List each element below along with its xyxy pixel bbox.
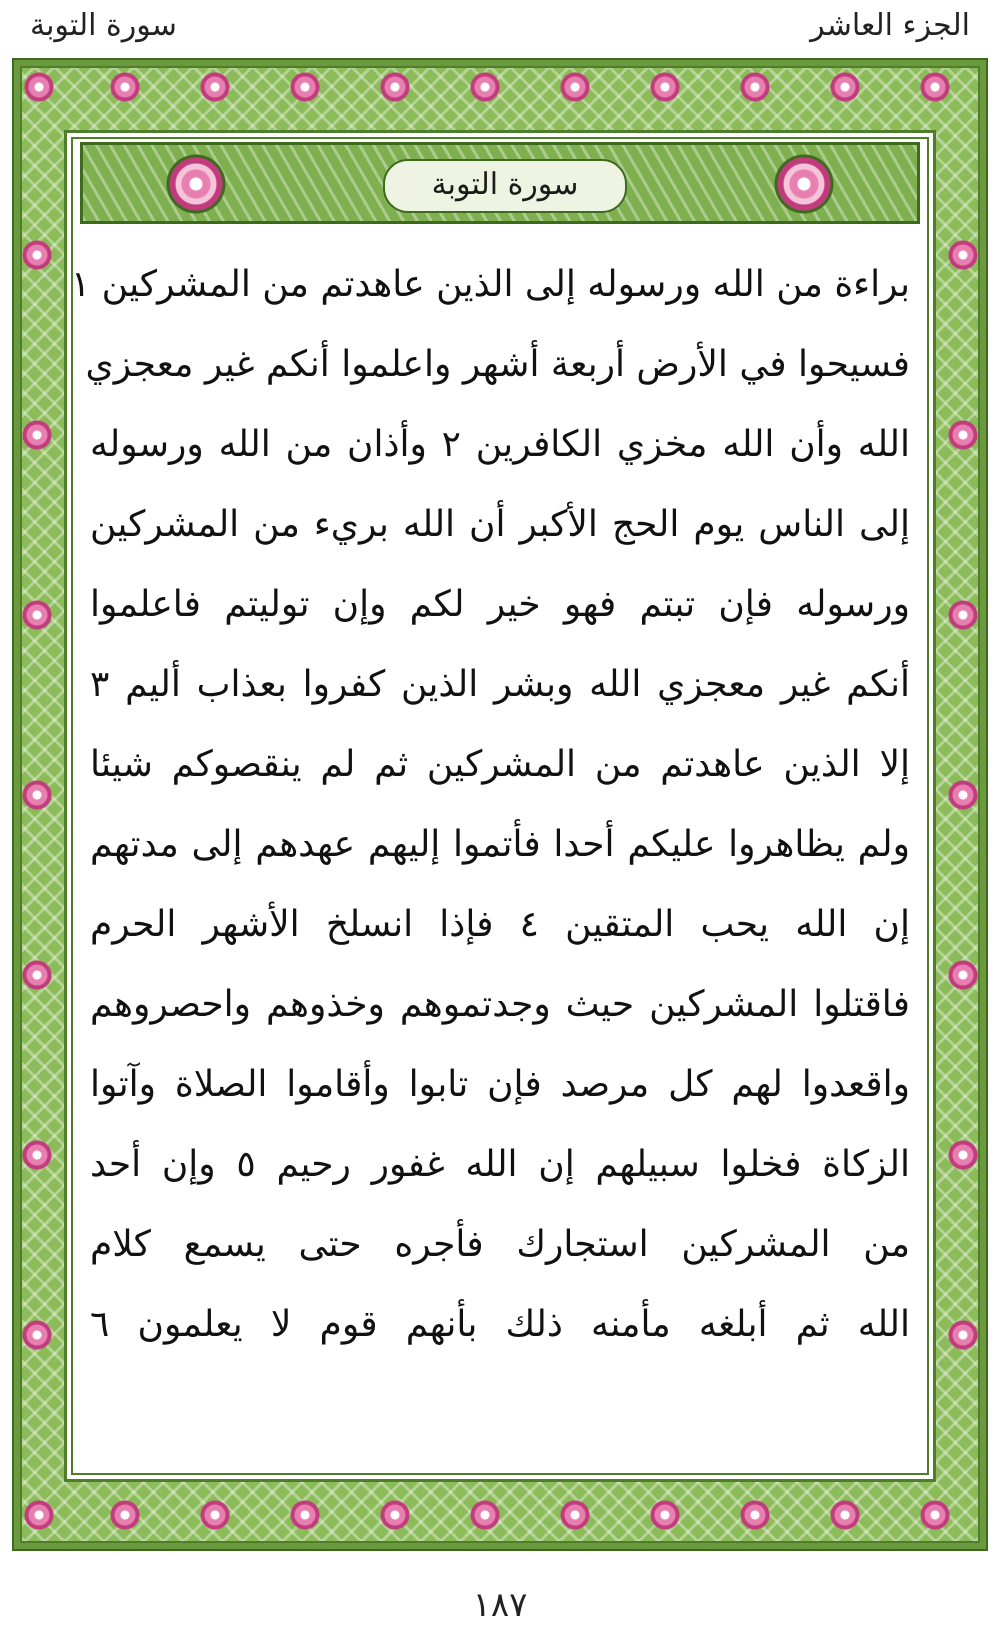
text-line: الزكاة فخلوا سبيلهم إن الله غفور رحيم ٥ وإن أحد xyxy=(90,1144,910,1185)
flower-icon xyxy=(110,72,140,102)
flower-icon xyxy=(200,72,230,102)
text-line: من المشركين استجارك فأجره حتى يسمع كلام xyxy=(90,1224,910,1265)
flower-icon xyxy=(470,72,500,102)
surah-banner xyxy=(80,142,920,224)
flower-icon xyxy=(948,960,978,990)
text-line: ورسوله فإن تبتم فهو خير لكم وإن توليتم فاعلموا xyxy=(90,584,910,625)
text-line: إلا الذين عاهدتم من المشركين ثم لم ينقصوكم شيئا xyxy=(90,744,910,785)
flower-icon xyxy=(22,420,52,450)
flower-icon xyxy=(22,1140,52,1170)
text-line: واقعدوا لهم كل مرصد فإن تابوا وأقاموا الصلاة وآتوا xyxy=(90,1064,910,1105)
flower-icon xyxy=(24,72,54,102)
flower-icon xyxy=(920,72,950,102)
flower-icon xyxy=(380,72,410,102)
text-line: إلى الناس يوم الحج الأكبر أن الله بريء من المشركين xyxy=(90,504,910,545)
flower-icon xyxy=(650,1500,680,1530)
flower-icon xyxy=(470,1500,500,1530)
flower-icon xyxy=(22,600,52,630)
text-line: فاقتلوا المشركين حيث وجدتموهم وخذوهم واحصروهم xyxy=(90,984,910,1025)
text-line: فسيحوا في الأرض أربعة أشهر واعلموا أنكم غير معجزي xyxy=(85,344,910,385)
flower-icon xyxy=(830,72,860,102)
juz-header: الجزء العاشر xyxy=(810,8,970,43)
flower-icon xyxy=(22,1320,52,1350)
flower-icon xyxy=(22,960,52,990)
flower-icon xyxy=(560,1500,590,1530)
surah-header: سورة التوبة xyxy=(30,8,177,43)
flower-icon xyxy=(740,1500,770,1530)
verse-text xyxy=(70,245,910,1365)
flower-icon xyxy=(200,1500,230,1530)
flower-icon xyxy=(380,1500,410,1530)
flower-icon xyxy=(110,1500,140,1530)
text-line: ولم يظاهروا عليكم أحدا فأتموا إليهم عهدهم إلى مدتهم xyxy=(90,824,910,865)
flower-icon xyxy=(22,240,52,270)
surah-title: سورة التوبة xyxy=(431,167,579,202)
flower-icon xyxy=(290,72,320,102)
flower-icon xyxy=(948,420,978,450)
flower-icon xyxy=(948,600,978,630)
flower-icon xyxy=(560,72,590,102)
flower-icon xyxy=(22,780,52,810)
flower-icon xyxy=(948,780,978,810)
text-line: أنكم غير معجزي الله وبشر الذين كفروا بعذاب أليم ٣ xyxy=(90,664,910,705)
flower-icon xyxy=(948,1140,978,1170)
flower-icon xyxy=(290,1500,320,1530)
flower-icon xyxy=(948,1320,978,1350)
flower-icon xyxy=(920,1500,950,1530)
text-line: إن الله يحب المتقين ٤ فإذا انسلخ الأشهر الحرم xyxy=(90,904,910,945)
flower-icon xyxy=(740,72,770,102)
text-line: الله ثم أبلغه مأمنه ذلك بأنهم قوم لا يعلمون ٦ xyxy=(90,1304,910,1345)
page-number: ١٨٧ xyxy=(472,1585,528,1625)
rosette-icon xyxy=(773,153,835,215)
text-line: براءة من الله ورسوله إلى الذين عاهدتم من المشركين ١ xyxy=(70,264,910,305)
text-line: الله وأن الله مخزي الكافرين ٢ وأذان من الله ورسوله xyxy=(90,424,910,465)
rosette-icon xyxy=(165,153,227,215)
flower-icon xyxy=(24,1500,54,1530)
flower-icon xyxy=(650,72,680,102)
flower-icon xyxy=(830,1500,860,1530)
flower-icon xyxy=(948,240,978,270)
banner-cartouche xyxy=(383,159,627,213)
